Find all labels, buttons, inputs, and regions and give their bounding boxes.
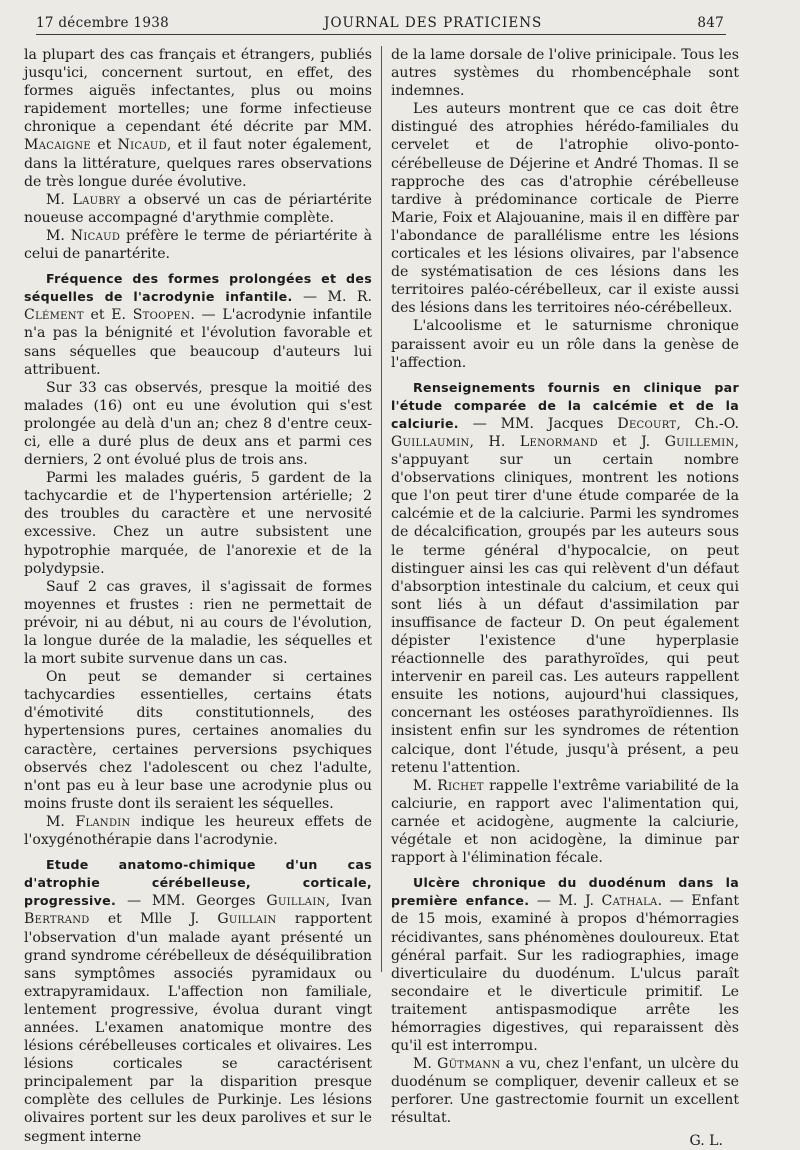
- paragraph: Les auteurs montrent que ce cas doit être distingué des atrophies hérédo-familiales du cervelet et de l'atrophie olivo-ponto-cérébelleuse de Déjerine et André Thomas. Il se rapproche des cas d'atrophie cérébelleuse tardive à prédominance corticale de Pierre Marie, Foix et Alajouanine, mais il en diffère par l'abondance de parallélisme entre les lésions corticales et les lésions olivaires, par l'absence de systématisation de ces lésions dans les territoires paléo-cérébelleux, car il existe aussi des lésions dans les territoires néo-cérébelleux.: [391, 101, 739, 317]
- author-name: Lenormand: [519, 433, 598, 450]
- issue-date: 17 décembre 1938: [36, 15, 169, 31]
- header-rule: [36, 34, 726, 35]
- paragraph: M. Nicaud préfère le terme de périartérite à celui de panartérite.: [24, 227, 372, 263]
- author-name: Stoopen: [132, 307, 191, 324]
- page-header: [36, 12, 724, 34]
- author-name: Guillaumin: [391, 433, 470, 450]
- page-number: 847: [697, 15, 724, 31]
- journal-title: JOURNAL DES PRATICIENS: [324, 15, 543, 31]
- paragraph: Parmi les malades guéris, 5 gardent de la tachycardie et de l'hypertension artérielle; 2 des troubles du caractère et une nervosité excessive. Chez un autre subsistent une hypotrophie marquée, de l'anorexie et de la polydypsie.: [24, 470, 372, 577]
- author-name: Cathala: [601, 893, 658, 910]
- paragraph: de la lame dorsale de l'olive prinicipale. Tous les autres systèmes du rhombencéphale sont indemnes.: [391, 47, 739, 100]
- column-divider: [381, 46, 382, 972]
- section-heading: Fréquence des formes prolongées et des séquelles de l'acrodynie infantile.: [24, 271, 372, 305]
- paragraph: M. Richet rappelle l'extrême variabilité de la calciurie, en rapport avec l'alimentation qui, carnée et acidogène, augmente la calciurie, végétale et non acidogène, la diminue par rapport à l'élimination fécale.: [391, 777, 740, 867]
- paragraph: M. Gütmann a vu, chez l'enfant, un ulcère du duodénum se compliquer, devenir calleux et se perforer. Une gastrectomie fournit un excellent résultat.: [391, 1056, 740, 1127]
- author-name: Bertrand: [24, 911, 90, 928]
- author-name: Flandin: [75, 813, 131, 830]
- author-name: Decourt: [617, 415, 677, 432]
- author-name: Gütmann: [437, 1056, 501, 1073]
- paragraph: M. Laubry a observé un cas de périartérite noueuse accompagné d'arythmie complète.: [24, 191, 373, 226]
- section-ulcere: Ulcère chronique du duodénum dans la première enfance. — M. J. Cathala. — Enfant de 15 mois, examiné à propos d'hémorragies récidivantes, sans phénomènes douloureux. Etat général parfait. Sur les radiographies, image diverticulaire du duodénum. L'ulcus paraît secondaire et le diverticule primitif. Le traitement antispasmodique arrête les hémorragies digestives, qui reparaissent dès qu'il est interrompu.: [391, 875, 739, 1055]
- left-column: [24, 46, 373, 1145]
- author-name: Laubry: [72, 191, 121, 208]
- section-acrodynie: Fréquence des formes prolongées et des séquelles de l'acrodynie infantile. — M. R. Clément et E. Stoopen. — L'acrodynie infantile n'a pas la bénignité et l'évolution favorable et sans séquelles que beaucoup d'auteurs lui attribuent.: [24, 271, 372, 378]
- author-name: Guillain: [266, 893, 326, 910]
- author-name: Guillemin: [664, 433, 735, 450]
- paragraph: L'alcoolisme et le saturnisme chronique paraissent avoir eu un rôle dans la genèse de l'affection.: [391, 318, 739, 371]
- paragraph: Sur 33 cas observés, presque la moitié des malades (16) ont eu une évolution qui s'est prolongée au delà d'un an; chez 8 d'entre ceux-ci, elle a duré plus de deux ans et parmi ces derniers, 2 ont évolué plus de trois ans.: [24, 379, 372, 469]
- section-calcemie: Renseignements fournis en clinique par l'étude comparée de la calcémie et de la calciurie. — MM. Jacques Decourt, Ch.-O. Guillaumin, H. Lenormand et J. Guillemin, s'appuyant sur un certain nombre d'observations cliniques, montrent les notions que l'on peut tirer d'une étude comparée de la calcémie et de la calciurie. Parmi les syndromes de décalcification, groupés par les auteurs sous le terme général d'hypocalcie, on peut distinguer ainsi les cas qui relèvent d'un défaut d'absorption intestinale du calcium, et ceux qui sont liés à un défaut d'assimilation par insuffisance de facteur D. On peut également dépister l'existence d'une hyperplasie réactionnelle des parathyroïdes, qui peut intervenir en pareil cas. Les auteurs rappellent ensuite les notions, aujourd'hui classiques, concernant les ostéoses parathyroïdiennes. Ils insistent enfin sur les syndromes de rétention calcique, dont l'étude, jusqu'à présent, a peu retenu l'attention.: [391, 379, 740, 776]
- author-name: Macaigne: [24, 137, 91, 154]
- paragraph: Sauf 2 cas graves, il s'agissait de formes moyennes et frustes : rien ne permettait de prévoir, ni au début, ni au cours de l'évolution, la longue durée de la maladie, les séquelles et la mort subite survenue dans un cas.: [24, 578, 372, 668]
- author-name: Clément: [24, 307, 84, 324]
- author-name: Nicaud: [117, 137, 167, 154]
- signature: G. L.: [689, 1132, 723, 1149]
- section-heading: Ulcère chronique du duodénum dans la première enfance.: [391, 875, 739, 909]
- author-name: Guillain: [217, 911, 277, 928]
- section-heading: Renseignements fournis en clinique par l'étude comparée de la calcémie et de la calciurie.: [391, 379, 739, 431]
- author-name: Nicaud: [70, 227, 121, 244]
- paragraph: la plupart des cas français et étrangers, publiés jusqu'ici, concernent surtout, en effet, des formes aiguës infectantes, plus ou moins rapidement mortelles; une forme infectieuse chronique a cependant été décrite par MM. Macaigne et Nicaud, et il faut noter également, dans la littérature, quelques rares observations de très longue durée évolutive.: [24, 47, 372, 190]
- author-name: Richet: [437, 777, 484, 794]
- paragraph: On peut se demander si certaines tachycardies essentielles, certains états d'émotivité dits constitutionnels, des hypertensions pures, certaines anomalies du caractère, certaines perversions psychiques observés chez l'adolescent ou chez l'adulte, n'ont pas eu à leur base une acrodynie plus ou moins fruste dont ils seraient les séquelles.: [24, 669, 372, 812]
- section-heading: Etude anatomo-chimique d'un cas d'atrophie cérébelleuse, corticale, progressive.: [24, 857, 372, 909]
- paragraph: M. Flandin indique les heureux effets de l'oxygénothérapie dans l'acrodynie.: [24, 813, 373, 849]
- section-atrophie: Etude anatomo-chimique d'un cas d'atrophie cérébelleuse, corticale, progressive. — MM. Georges Guillain, Ivan Bertrand et Mlle J. Guillain rapportent l'observation d'un malade ayant présenté un grand syndrome cérébelleux de déséquilibration sans symptômes associés pyramidaux ou extrapyramidaux. L'affection non familiale, lentement progressive, évolua durant vingt années. L'examen anatomique montre des lésions cérébelleuses corticales et olivaires. Les lésions corticales se caractérisent principalement par la disparition presque complète des cellules de Purkinje. Les lésions olivaires portent sur les deux parolives et sur le segment interne: [24, 857, 372, 1145]
- right-column: [391, 46, 740, 1149]
